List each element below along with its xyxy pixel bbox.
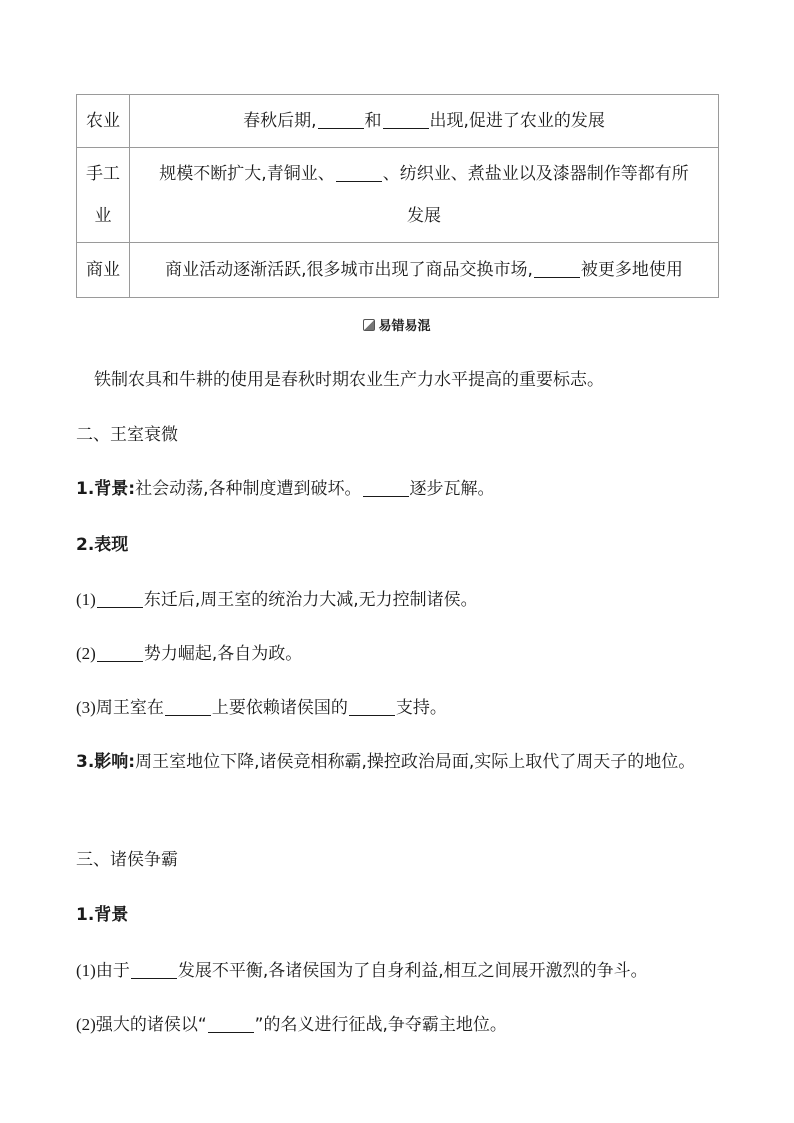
impact-paragraph [76,741,721,783]
text-fragment: 强大的诸侯以“ [95,1015,207,1035]
fill-blank[interactable] [318,111,364,129]
text-fragment: 社会动荡,各种制度遭到破坏。 [135,479,362,499]
text-fragment: 规模不断扩大,青铜业、 [159,164,335,184]
text-fragment: 出现,促进了农业的发展 [429,111,605,131]
text-fragment: 周王室在 [95,698,164,718]
fill-blank[interactable] [363,479,409,497]
text-fragment: 势力崛起,各自为政。 [143,644,303,664]
background-line [76,474,726,504]
item-label: 1.背景 [76,905,129,925]
text-fragment: 逐步瓦解。 [409,479,495,499]
fill-blank[interactable] [534,260,580,278]
text-fragment: 被更多地使用 [580,260,683,280]
fill-blank[interactable] [349,698,395,716]
table-row [77,148,719,243]
text-fragment: 和 [364,111,382,131]
fill-blank[interactable] [97,644,143,662]
text-fragment: ”的名义进行征战,争夺霸主地位。 [254,1015,507,1035]
fill-blank[interactable] [131,961,177,979]
text-fragment: 春秋后期, [243,111,317,131]
item-number: (1) [76,961,96,980]
item-number: (1) [76,590,96,609]
text-fragment: 发展不平衡,各诸侯国为了自身利益,相互之间展开激烈的争斗。 [177,961,648,981]
text-fragment: 、纺织业、煮盐业以及漆器制作等都有所 [382,164,689,184]
text-fragment: 东迁后,周王室的统治力大减,无力控制诸侯。 [143,590,478,610]
text-fragment: 业 [94,206,112,226]
item-label: 2.表现 [76,535,129,555]
description-cell [130,95,719,148]
list-item [76,693,726,723]
table-row [77,95,719,148]
text-fragment: 发展 [407,206,441,226]
description-cell [130,148,719,243]
knowledge-table [76,94,719,298]
item-label: 3.影响: [76,752,136,772]
item-number: (2) [76,644,96,663]
description-cell [130,243,719,298]
text-fragment: 由于 [95,961,130,981]
text-fragment: 上要依赖诸侯国的 [211,698,348,718]
note-paragraph: 铁制农具和牛耕的使用是春秋时期农业生产力水平提高的重要标志。 [94,370,604,390]
list-item [76,1010,726,1040]
fill-blank[interactable] [97,590,143,608]
fill-blank[interactable] [383,111,429,129]
tip-label: 易错易混 [378,319,431,334]
list-item [76,956,726,986]
text-fragment: 周王室地位下降,诸侯竞相称霸,操控政治局面,实际上取代了周天子的地位。 [135,752,696,772]
text-fragment: 商业活动逐渐活跃,很多城市出现了商品交换市场, [165,260,533,280]
list-item [76,639,726,669]
item-number: (3) [76,698,96,717]
category-cell: 商业 [77,243,130,298]
category-cell [77,148,130,243]
section-heading: 二、王室衰微 [76,425,178,445]
table-row [77,243,719,298]
list-item [76,585,726,615]
category-cell: 农业 [77,95,130,148]
fill-blank[interactable] [165,698,211,716]
tip-icon [363,319,375,331]
text-fragment: 手工 [86,164,120,184]
tip-heading [0,315,794,334]
item-label: 1.背景: [76,479,136,499]
fill-blank[interactable] [208,1015,254,1033]
section-heading: 三、诸侯争霸 [76,850,178,870]
fill-blank[interactable] [336,164,382,182]
text-fragment: 支持。 [395,698,447,718]
item-number: (2) [76,1015,96,1034]
